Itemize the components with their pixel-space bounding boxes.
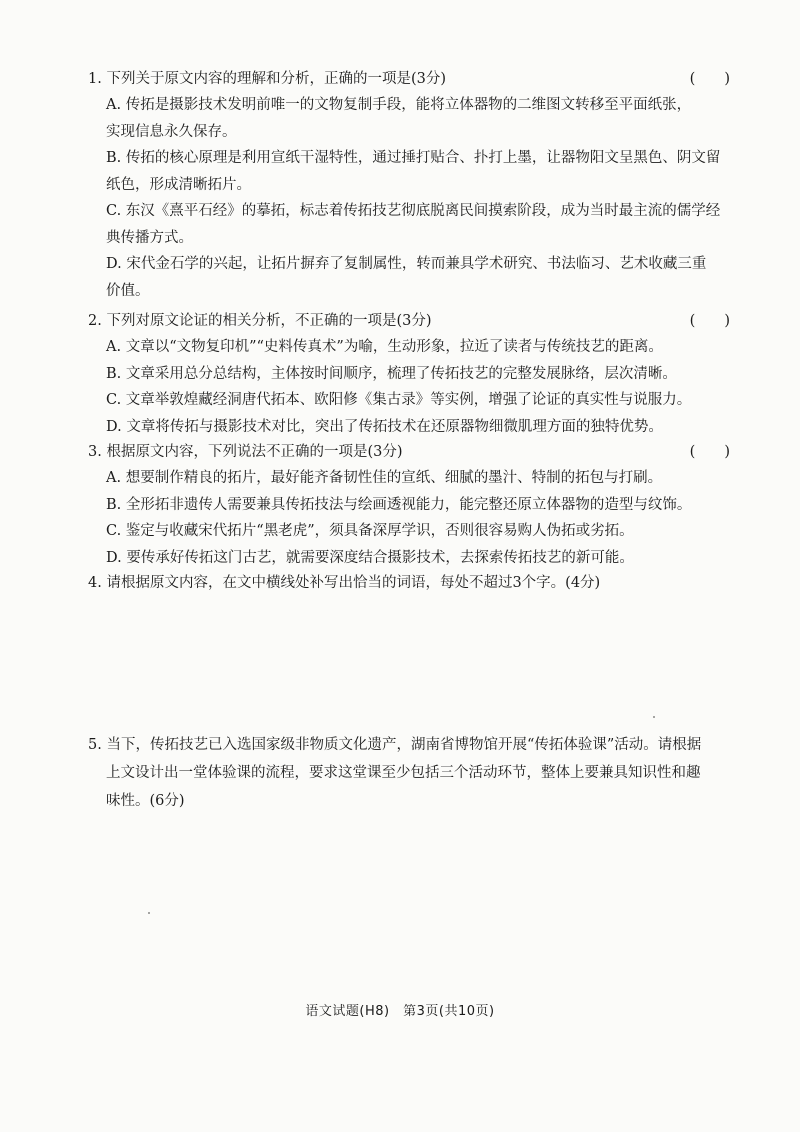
option-text: A. 想要制作精良的拓片，最好能齐备韧性佳的宣纸、细腻的墨汁、特制的拓包与打刷。 bbox=[106, 470, 663, 486]
option-text: B. 全形拓非遗传人需要兼具传拓技法与绘画透视能力，能完整还原立体器物的造型与纹饰。 bbox=[106, 496, 692, 513]
question-3-option-a bbox=[88, 465, 736, 492]
question-3-option-c bbox=[88, 518, 736, 545]
page-footer: 语文试题(H8) 第3页(共10页) bbox=[305, 1004, 495, 1019]
question-1-option-c bbox=[88, 198, 736, 251]
question-2-option-c bbox=[88, 387, 736, 414]
question-4-stem: 4. 请根据原文内容，在文中横线处补写出恰当的词语，每处不超过3个字。(4分) bbox=[88, 575, 601, 591]
question-1-option-a bbox=[88, 92, 736, 145]
question-1-option-b bbox=[88, 145, 736, 198]
scan-speck bbox=[148, 912, 150, 914]
option-text-continued: 典传播方式。 bbox=[106, 229, 193, 246]
question-1-answer-blank: ( ) bbox=[689, 71, 730, 87]
option-text-continued: 实现信息永久保存。 bbox=[106, 123, 237, 140]
option-text: A. 文章以“文物复印机”“史料传真术”为喻，生动形象，拉近了读者与传统技艺的距离。 bbox=[106, 339, 663, 355]
question-1-stem-line bbox=[88, 66, 736, 92]
question-2-stem-line bbox=[88, 308, 736, 334]
question-5-stem-line-3: 味性。(6分) bbox=[106, 793, 185, 809]
question-3-stem: 3. 根据原文内容，下列说法不正确的一项是(3分) bbox=[88, 444, 403, 460]
question-3-option-b bbox=[88, 492, 736, 519]
option-text: D. 文章将传拓与摄影技术对比，突出了传拓技术在还原器物细微肌理方面的独特优势。 bbox=[106, 418, 663, 435]
option-text-continued: 价值。 bbox=[106, 282, 150, 299]
option-text: D. 要传承好传拓这门古艺，就需要深度结合摄影技术，去探索传拓技艺的新可能。 bbox=[106, 549, 634, 566]
question-1 bbox=[88, 66, 736, 304]
question-2-stem: 2. 下列对原文论证的相关分析，不正确的一项是(3分) bbox=[88, 313, 432, 329]
scan-speck bbox=[653, 716, 655, 718]
option-text: D. 宋代金石学的兴起，让拓片摒弃了复制属性，转而兼具学术研究、书法临习、艺术收藏三重 bbox=[106, 256, 707, 272]
option-text: C. 东汉《熹平石经》的摹拓，标志着传拓技艺彻底脱离民间摸索阶段，成为当时最主流的儒学经 bbox=[106, 203, 721, 219]
question-1-stem: 1. 下列关于原文内容的理解和分析，正确的一项是(3分) bbox=[88, 71, 446, 87]
question-1-option-d bbox=[88, 251, 736, 304]
question-2 bbox=[88, 308, 736, 440]
option-text: C. 鉴定与收藏宋代拓片“黑老虎”，须具备深厚学识，否则很容易购人伪拓或劣拓。 bbox=[106, 523, 634, 539]
option-text-continued: 纸色，形成清晰拓片。 bbox=[106, 176, 251, 193]
option-text: B. 传拓的核心原理是利用宣纸干湿特性，通过捶打贴合、扑打上墨，让器物阳文呈黑色、阴文留 bbox=[106, 150, 721, 166]
question-3-option-d bbox=[88, 545, 736, 572]
question-2-option-b bbox=[88, 361, 736, 388]
question-5-stem-line-1: 5. 当下，传拓技艺已入选国家级非物质文化遗产，湖南省博物馆开展“传拓体验课”活动。请根据 bbox=[88, 737, 702, 753]
question-2-answer-blank: ( ) bbox=[689, 313, 730, 329]
question-5 bbox=[88, 731, 738, 815]
question-5-stem-line-2: 上文设计出一堂体验课的流程，要求这堂课至少包括三个活动环节，整体上要兼具知识性和趣 bbox=[106, 765, 701, 781]
question-3-stem-line bbox=[88, 439, 736, 465]
question-4 bbox=[88, 569, 738, 597]
option-text: C. 文章举敦煌藏经洞唐代拓本、欧阳修《集古录》等实例，增强了论证的真实性与说服力。 bbox=[106, 392, 692, 408]
question-2-option-a bbox=[88, 334, 736, 361]
question-2-option-d bbox=[88, 414, 736, 441]
option-text: B. 文章采用总分总结构，主体按时间顺序，梳理了传拓技艺的完整发展脉络，层次清晰。 bbox=[106, 365, 677, 382]
question-3-answer-blank: ( ) bbox=[689, 444, 730, 460]
option-text: A. 传拓是摄影技术发明前唯一的文物复制手段，能将立体器物的二维图文转移至平面纸张， bbox=[106, 97, 692, 113]
question-3 bbox=[88, 439, 736, 571]
